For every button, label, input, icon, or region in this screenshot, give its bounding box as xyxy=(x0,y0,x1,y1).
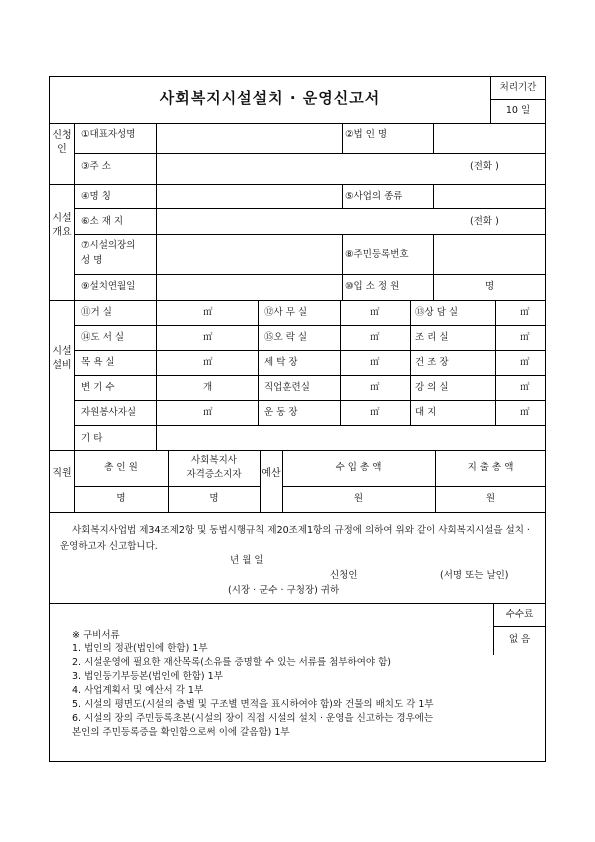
kitchen-unit: ㎡ xyxy=(520,332,530,343)
document-item: 5. 시설의 평면도(시설의 층별 및 구조별 면적을 표시하여야 함)와 건물의 배치도 각 1부 xyxy=(72,699,434,710)
lecture-room-label: 강 의 실 xyxy=(415,382,449,393)
vocational-room-unit: ㎡ xyxy=(370,382,380,393)
expense-total-unit: 원 xyxy=(485,493,496,504)
business-type-label: ⑤사업의 종류 xyxy=(345,191,403,202)
declaration-text: 사회복지사업법 제34조제2항 및 동법시행규칙 제20조제1항의 규정에 의하여 위와 같이 사회복지시설을 설치 · 운영하고자 신고합니다. xyxy=(60,525,530,552)
library-unit: ㎡ xyxy=(203,332,213,343)
capacity-label: ⑩입 소 정 원 xyxy=(345,281,400,292)
expense-total-label: 지 출 총 액 xyxy=(467,462,514,473)
other-label: 기 타 xyxy=(81,433,103,444)
office-label: ⑫사 무 실 xyxy=(264,307,308,318)
playground-unit: ㎡ xyxy=(370,407,380,418)
volunteer-room-unit: ㎡ xyxy=(203,407,213,418)
office-unit: ㎡ xyxy=(370,307,380,318)
bathroom-label: 목 욕 실 xyxy=(81,357,115,368)
toilet-count-label: 변 기 수 xyxy=(81,382,115,393)
total-staff-unit: 명 xyxy=(116,493,126,504)
document-item: 3. 법인등기부등본(법인에 한함) 1부 xyxy=(72,671,223,682)
bathroom-unit: ㎡ xyxy=(203,357,213,368)
overview-section-label: 시설개요 xyxy=(52,213,72,238)
drying-area-label: 건 조 장 xyxy=(415,357,449,368)
install-date-label: ⑨설치연월일 xyxy=(81,281,136,292)
head-name-label-2: 성 명 xyxy=(81,255,103,266)
land-label: 대 지 xyxy=(415,407,437,418)
facility-phone: (전화 ) xyxy=(470,216,499,227)
report-form xyxy=(49,76,546,762)
head-rrn-label: ⑧주민등록번호 xyxy=(345,249,409,260)
income-total-label: 수 입 총 액 xyxy=(335,462,382,473)
laundry-unit: ㎡ xyxy=(370,357,380,368)
laundry-label: 세 탁 장 xyxy=(264,357,298,368)
lecture-room-unit: ㎡ xyxy=(520,382,530,393)
recreation-room-unit: ㎡ xyxy=(370,332,380,343)
fee-label: 수수료 xyxy=(505,609,534,620)
income-total-unit: 원 xyxy=(353,493,364,504)
recreation-room-label: ⑮오 락 실 xyxy=(264,332,308,343)
toilet-count-unit: 개 xyxy=(203,382,213,393)
living-room-unit: ㎡ xyxy=(203,307,213,318)
volunteer-room-label: 자원봉사자실 xyxy=(81,407,137,418)
form-title: 사회복지시설설치 · 운영신고서 xyxy=(159,89,381,107)
library-label: ⑭도 서 실 xyxy=(81,332,125,343)
applicant-section-label: 신청인 xyxy=(52,130,72,155)
land-unit: ㎡ xyxy=(520,407,530,418)
facilities-section-label: 시설설비 xyxy=(52,346,72,371)
processing-period-value: 10 일 xyxy=(505,105,531,116)
facility-name-label: ④명 칭 xyxy=(81,191,111,202)
documents-title: ※ 구비서류 xyxy=(72,630,120,641)
document-item: 2. 시설운영에 필요한 재산목록(소유를 증명할 수 있는 서류를 첨부하여야 함) xyxy=(72,657,391,668)
fee-value: 없 음 xyxy=(508,634,531,645)
kitchen-label: 조 리 실 xyxy=(415,332,449,343)
document-item: 1. 법인의 정관(법인에 한함) 1부 xyxy=(72,643,208,654)
applicant-phone: (전화 ) xyxy=(470,161,499,172)
certified-staff-unit: 명 xyxy=(209,493,219,504)
declaration-date: 년 월 일 xyxy=(230,555,264,566)
certified-staff-label-2: 자격증소지자 xyxy=(186,469,242,480)
staff-section-label: 직원 xyxy=(52,468,72,479)
corp-name-label: ②법 인 명 xyxy=(345,129,388,140)
playground-label: 운 동 장 xyxy=(264,407,298,418)
rep-name-label: ①대표자성명 xyxy=(81,129,136,140)
declaration-recipient: (시장 · 군수 · 구청장) 귀하 xyxy=(228,585,340,596)
drying-area-unit: ㎡ xyxy=(520,357,530,368)
applicant-address-label: ③주 소 xyxy=(81,161,111,172)
vocational-room-label: 직업훈련실 xyxy=(264,382,310,393)
processing-period-label: 처리기간 xyxy=(499,82,537,93)
location-label: ⑥소 재 지 xyxy=(81,216,124,227)
declaration-sign: (서명 또는 날인) xyxy=(440,570,509,581)
document-item: 6. 시설의 장의 주민등록초본(시설의 장이 직접 시설의 설치 · 운영을 신고하는 경우에는 xyxy=(72,713,434,724)
head-name-label-1: ⑦시설의장의 xyxy=(81,240,136,251)
counseling-room-label: ⑬상 담 실 xyxy=(415,307,459,318)
declaration-applicant: 신청인 xyxy=(330,570,358,581)
counseling-room-unit: ㎡ xyxy=(520,307,530,318)
living-room-label: ⑪거 실 xyxy=(81,307,112,318)
budget-section-label: 예산 xyxy=(261,468,281,479)
document-item: 본인의 주민등록증을 확인함으로써 이에 갈음함) 1부 xyxy=(72,727,290,738)
certified-staff-label-1: 사회복지사 xyxy=(191,455,237,466)
capacity-unit: 명 xyxy=(485,281,495,292)
document-item: 4. 사업계획서 및 예산서 각 1부 xyxy=(72,685,204,696)
total-staff-label: 총 인 원 xyxy=(104,462,138,473)
